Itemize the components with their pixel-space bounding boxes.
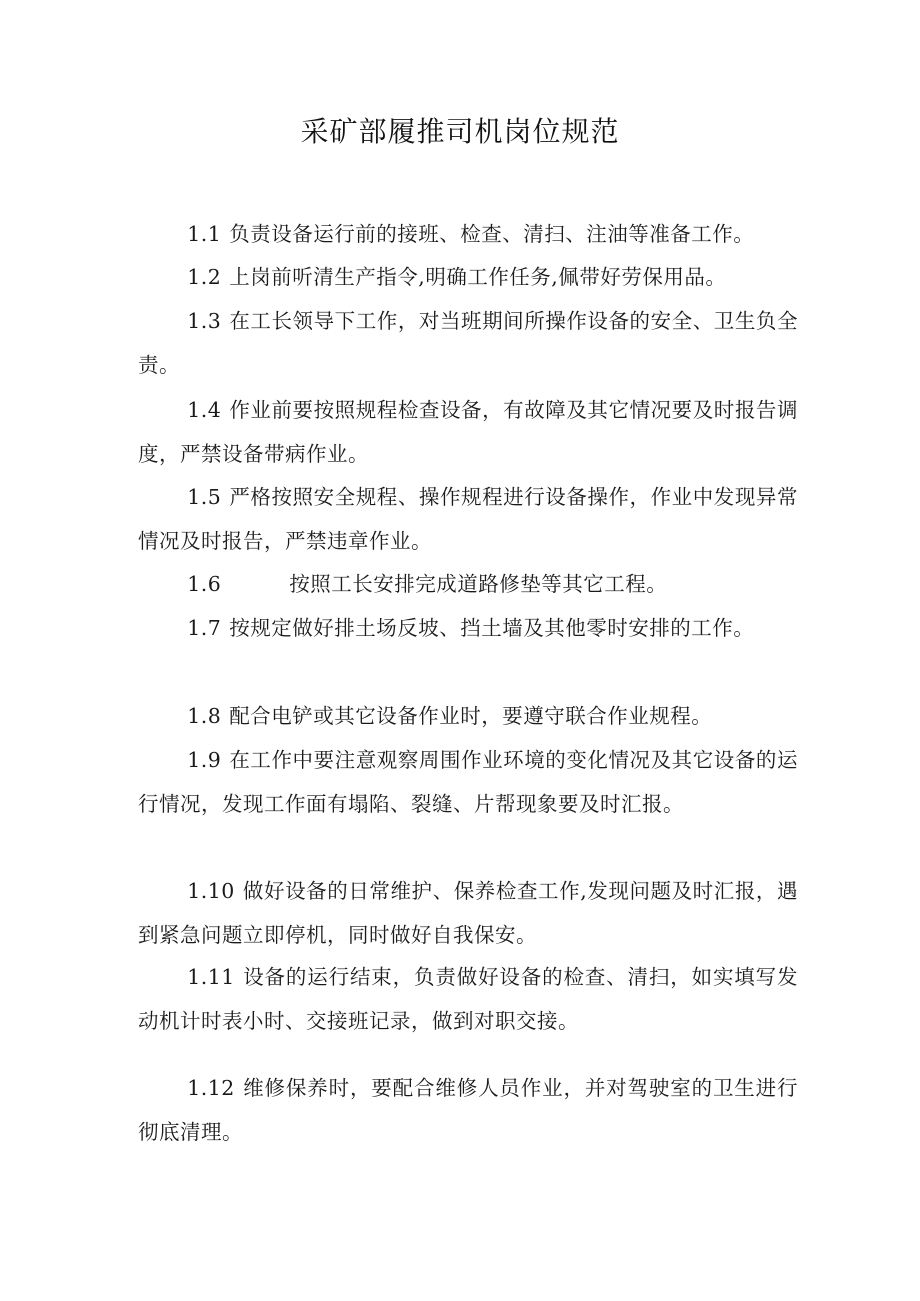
document-title: 采矿部履推司机岗位规范 [300, 115, 620, 148]
item-number: 1.1 [187, 222, 222, 246]
item-1-11 [138, 955, 798, 1043]
item-text: 按规定做好排土场反坡、挡土墙及其他零时安排的工作。 [229, 616, 755, 640]
item-text: 维修保养时，要配合维修人员作业，并对驾驶室的卫生进行彻底清理。 [138, 1076, 798, 1144]
item-text: 做好设备的日常维护、保养检查工作,发现问题及时汇报，遇到紧急问题立即停机，同时做好自我保安。 [138, 879, 798, 947]
item-1-4 [138, 388, 798, 476]
item-text: 按照工长安排完成道路修垫等其它工程。 [289, 572, 668, 596]
item-number: 1.8 [187, 704, 222, 728]
item-1-12 [138, 1066, 798, 1154]
item-number: 1.5 [187, 485, 222, 509]
item-text: 上岗前听清生产指令,明确工作任务,佩带好劳保用品。 [229, 265, 727, 289]
item-text: 在工长领导下工作，对当班期间所操作设备的安全、卫生负全责。 [138, 309, 798, 377]
item-1-8 [138, 694, 798, 738]
item-1-10 [138, 869, 798, 957]
item-number: 1.6 [187, 572, 222, 596]
item-number: 1.12 [187, 1076, 235, 1100]
item-text: 配合电铲或其它设备作业时，要遵守联合作业规程。 [229, 704, 713, 728]
item-1-7 [138, 606, 798, 650]
item-1-6 [138, 562, 798, 606]
item-number: 1.3 [187, 309, 222, 333]
item-1-2 [138, 255, 798, 299]
item-number: 1.7 [187, 616, 222, 640]
item-number: 1.11 [187, 965, 235, 989]
item-number: 1.9 [187, 748, 222, 772]
item-text: 严格按照安全规程、操作规程进行设备操作，作业中发现异常情况及时报告，严禁违章作业。 [138, 485, 798, 553]
item-number: 1.4 [187, 398, 222, 422]
item-text: 作业前要按照规程检查设备，有故障及其它情况要及时报告调度，严禁设备带病作业。 [138, 398, 798, 466]
item-number: 1.2 [187, 265, 222, 289]
item-1-3 [138, 299, 798, 387]
item-text: 负责设备运行前的接班、检查、清扫、注油等准备工作。 [229, 222, 755, 246]
item-1-9 [138, 738, 798, 826]
item-1-5 [138, 475, 798, 563]
item-number: 1.10 [187, 879, 235, 903]
item-text: 设备的运行结束，负责做好设备的检查、清扫，如实填写发动机计时表小时、交接班记录，做到对职交接。 [138, 965, 798, 1033]
item-text: 在工作中要注意观察周围作业环境的变化情况及其它设备的运行情况，发现工作面有塌陷、裂缝、片帮现象要及时汇报。 [138, 748, 798, 816]
item-1-1 [138, 212, 798, 256]
